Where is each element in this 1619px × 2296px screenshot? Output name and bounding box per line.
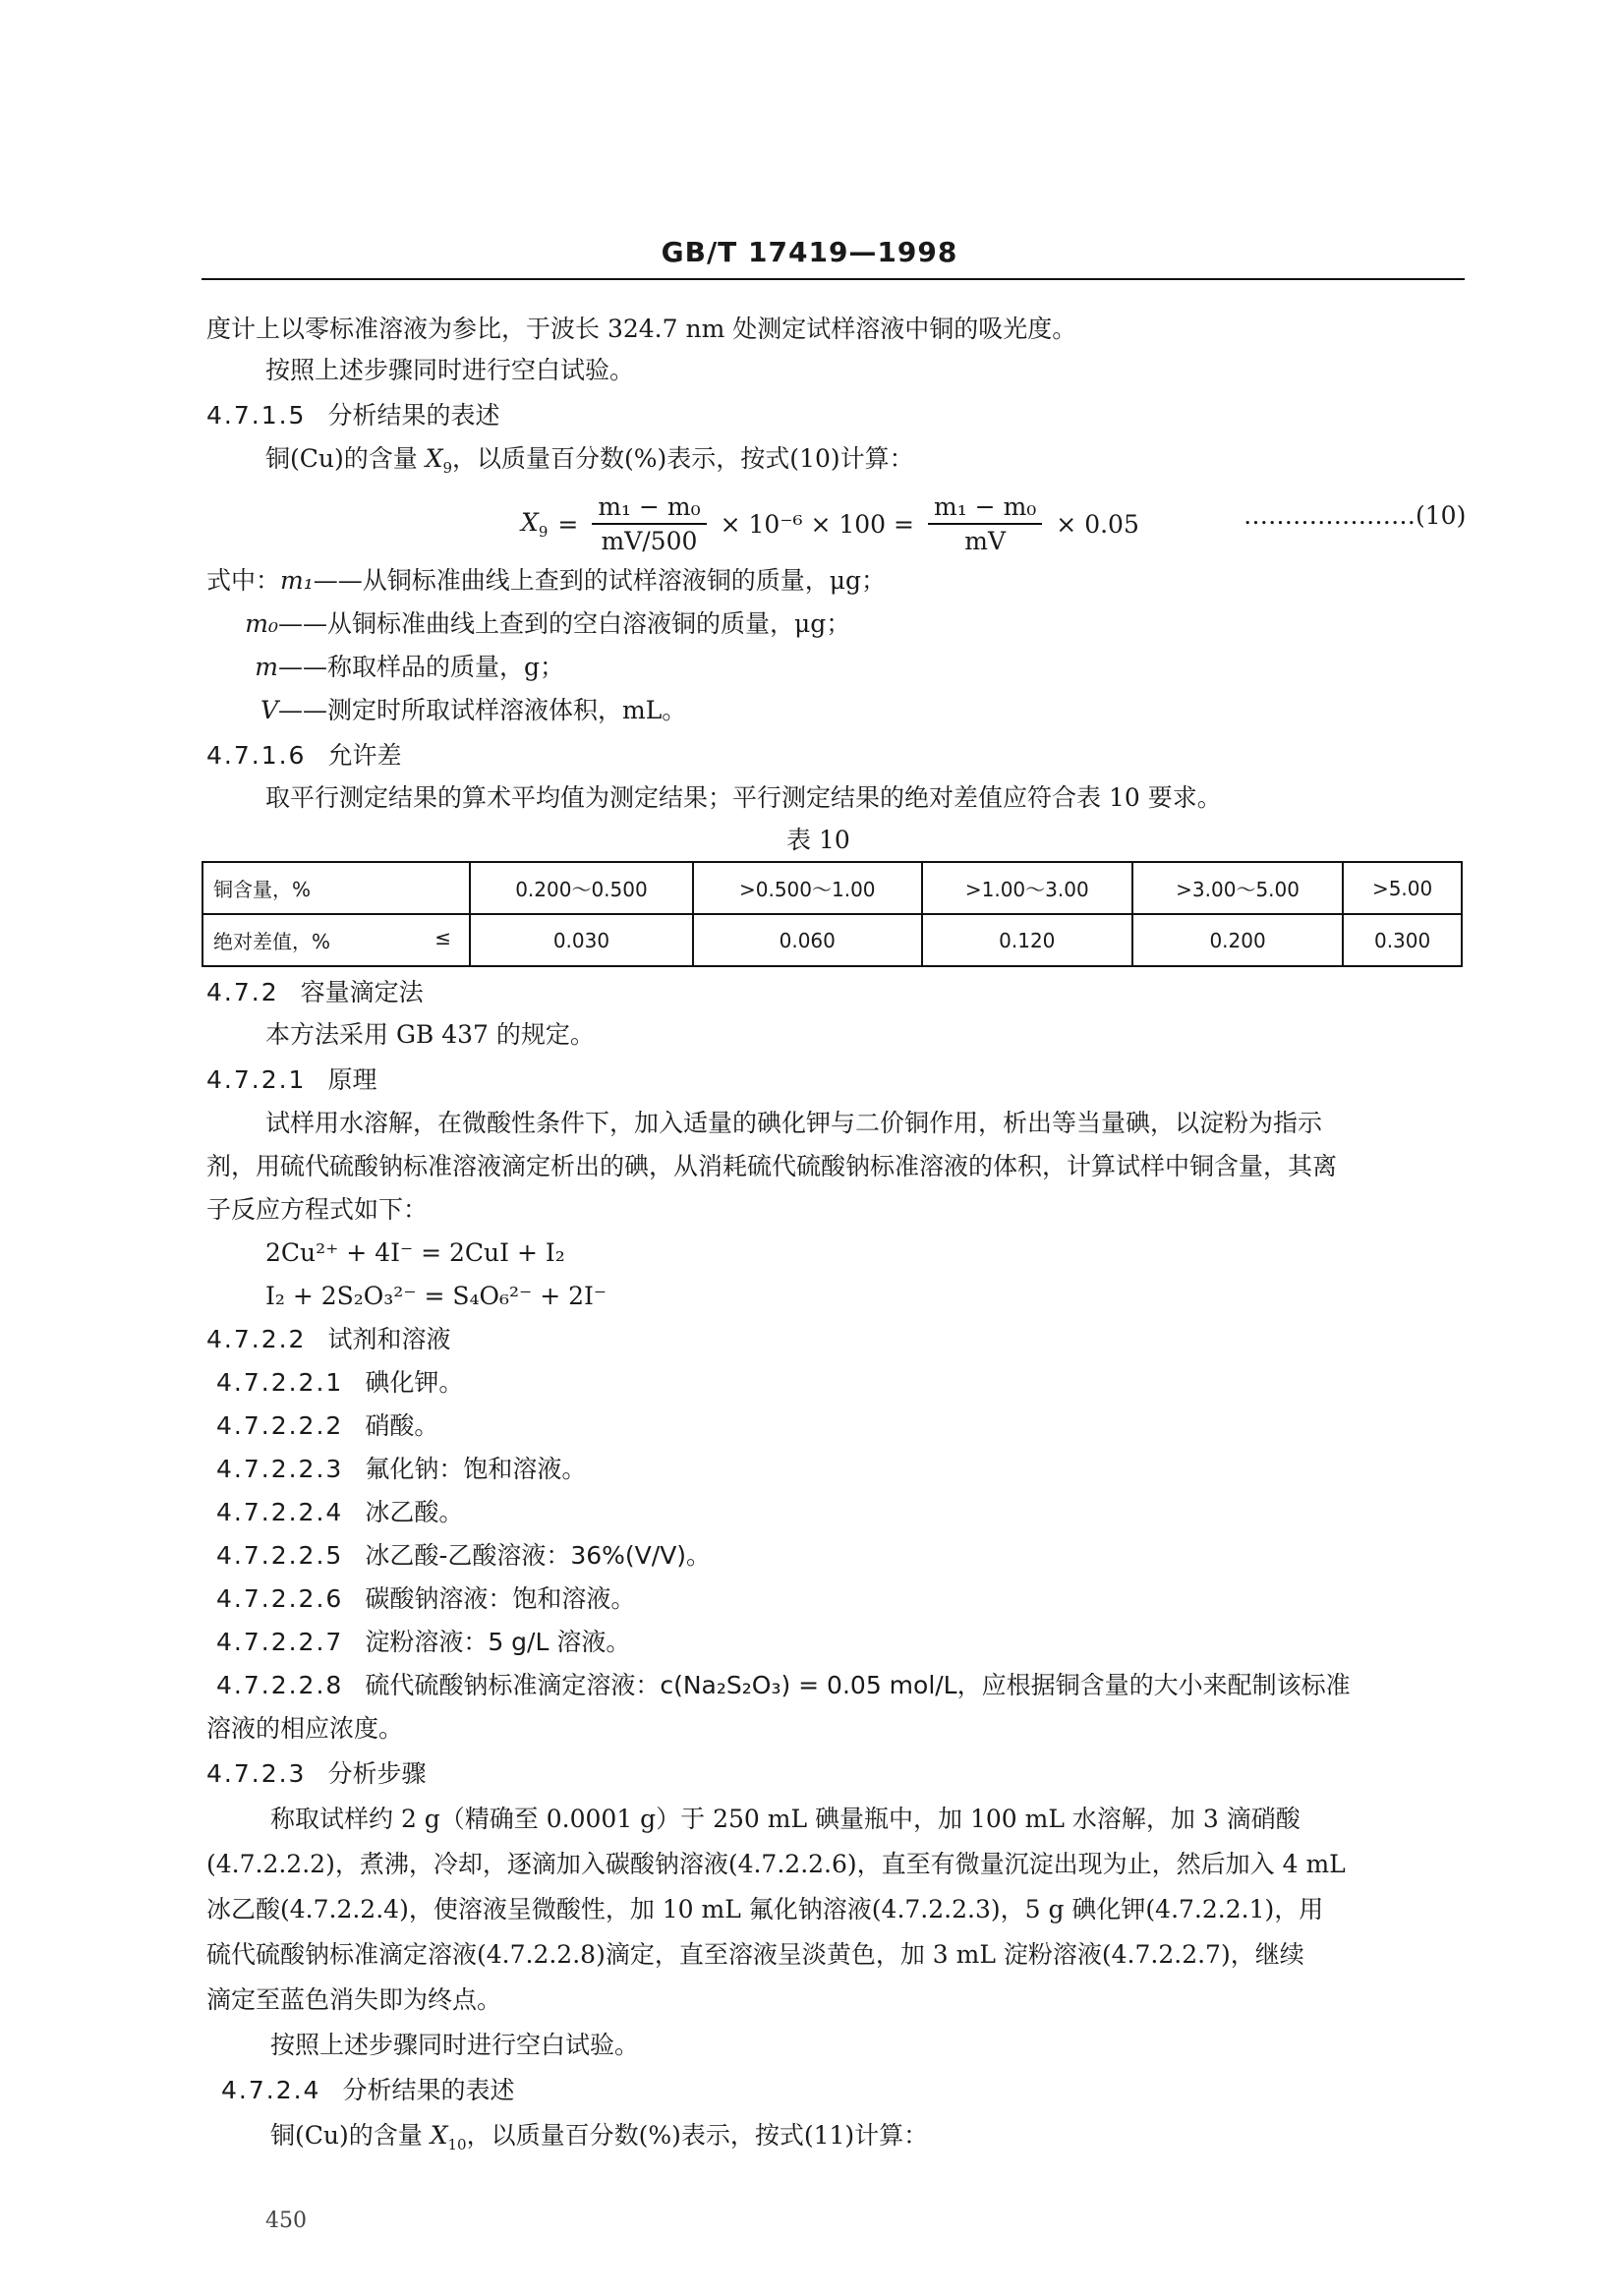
less-equal-symbol: ≤	[434, 926, 451, 949]
table-row	[202, 862, 1462, 914]
section-heading-4-7-2-2: 4.7.2.2 试剂和溶液	[206, 1325, 451, 1353]
table-10	[202, 861, 1463, 967]
reagent-item: 4.7.2.2.8 硫代硫酸钠标准滴定溶液：c(Na₂S₂O₃) = 0.05 mol/L，应根据铜含量的大小来配制该标准	[216, 1671, 1351, 1699]
paragraph-blank-test: 按照上述步骤同时进行空白试验。	[265, 356, 635, 384]
page-header-standard-number: GB/T 17419—1998	[661, 236, 958, 268]
definition-v: V——测定时所取试样溶液体积，mL。	[260, 696, 687, 724]
reaction-equation-2: I₂ + 2S₂O₃²⁻ = S₄O₆²⁻ + 2I⁻	[265, 1282, 607, 1310]
table-cell: 0.030	[470, 914, 693, 966]
procedure-line-5: 滴定至蓝色消失即为终点。	[206, 1985, 502, 2014]
table-cell: 0.300	[1343, 914, 1462, 966]
paragraph-absorbance: 度计上以零标准溶液为参比，于波长 324.7 nm 处测定试样溶液中铜的吸光度。	[206, 315, 1077, 343]
reaction-equation-1: 2Cu²⁺ + 4I⁻ = 2CuI + I₂	[265, 1238, 565, 1267]
reagent-item: 4.7.2.2.3 氟化钠：饱和溶液。	[216, 1455, 587, 1483]
section-heading-4-7-2: 4.7.2 容量滴定法	[206, 978, 424, 1006]
table-cell: >5.00	[1343, 862, 1462, 914]
procedure-line-2: (4.7.2.2.2)，煮沸，冷却，逐滴加入碳酸钠溶液(4.7.2.2.6)，直至有微量沉淀出现为止，然后加入 4 mL	[206, 1850, 1346, 1878]
reagent-item: 4.7.2.2.5 冰乙酸-乙酸溶液：36%(V/V)。	[216, 1541, 712, 1570]
procedure-line-4: 硫代硫酸钠标准滴定溶液(4.7.2.2.8)滴定，直至溶液呈淡黄色，加 3 mL 淀粉溶液(4.7.2.2.7)，继续	[206, 1940, 1304, 1969]
table-cell: 0.060	[693, 914, 922, 966]
reagent-item: 4.7.2.2.6 碳酸钠溶液：饱和溶液。	[216, 1584, 636, 1613]
section-heading-4-7-2-1: 4.7.2.1 原理	[206, 1065, 377, 1094]
section-number: 4.7.1.5	[206, 401, 307, 430]
principle-line-1: 试样用水溶解，在微酸性条件下，加入适量的碘化钾与二价铜作用，析出等当量碘，以淀粉为指示	[265, 1109, 1323, 1137]
table-caption: 表 10	[786, 826, 850, 854]
formula-10: $X_9$ = $\frac{\text{m₁ − m₀}}{mV/500}$ × 10⁻⁶ × 100 = $\frac{\text{m₁ − m₀}}{mV}$ × 0.05	[521, 491, 1139, 555]
reagent-item: 4.7.2.2.2 硝酸。	[216, 1411, 439, 1440]
header-rule	[202, 278, 1465, 280]
row-label-copper-content: 铜含量，%	[202, 862, 470, 914]
variable-x: X	[425, 444, 443, 473]
reagent-item: 4.7.2.2.1 碘化钾。	[216, 1368, 464, 1397]
calc-intro-x9: 铜(Cu)的含量 $X_9$，以质量百分数(%)表示，按式(10)计算：	[265, 444, 914, 477]
section-heading-4-7-1-5	[206, 399, 499, 432]
section-heading-4-7-2-3: 4.7.2.3 分析步骤	[206, 1759, 427, 1788]
procedure-line-1: 称取试样约 2 g（精确至 0.0001 g）于 250 mL 碘量瓶中，加 100 mL 水溶解，加 3 滴硝酸	[270, 1805, 1301, 1833]
reagent-8-continuation: 溶液的相应浓度。	[206, 1714, 404, 1743]
table-cell: 0.200	[1132, 914, 1343, 966]
fraction-2: $\frac{\text{m₁ − m₀}}{mV}$	[928, 492, 1042, 556]
equation-number-10: …………………(10)	[1243, 501, 1467, 530]
reagent-item: 4.7.2.2.7 淀粉溶液：5 g/L 溶液。	[216, 1628, 631, 1656]
principle-line-3: 子反应方程式如下：	[206, 1195, 429, 1224]
table-cell: 0.120	[922, 914, 1132, 966]
definition-m: m——称取样品的质量，g；	[255, 653, 565, 681]
definition-m0: m₀——从铜标准曲线上查到的空白溶液铜的质量，μg；	[245, 609, 851, 638]
procedure-blank-test: 按照上述步骤同时进行空白试验。	[270, 2031, 640, 2059]
table-cell: 0.200～0.500	[470, 862, 693, 914]
page-number: 450	[265, 2209, 307, 2233]
variable-x: X	[430, 2121, 448, 2150]
table-row	[202, 914, 1462, 966]
section-title: 分析结果的表述	[327, 401, 500, 430]
table-cell: >3.00～5.00	[1132, 862, 1343, 914]
paragraph-tolerance: 取平行测定结果的算术平均值为测定结果；平行测定结果的绝对差值应符合表 10 要求。	[265, 783, 1222, 812]
definition-m1: 式中：m₁——从铜标准曲线上查到的试样溶液铜的质量，μg；	[206, 566, 887, 595]
fraction-1: $\frac{\text{m₁ − m₀}}{mV/500}$	[592, 492, 706, 556]
section-heading-4-7-1-6: 4.7.1.6 允许差	[206, 741, 402, 770]
principle-line-2: 剂，用硫代硫酸钠标准溶液滴定析出的碘，从消耗硫代硫酸钠标准溶液的体积，计算试样中铜含量，其离	[206, 1152, 1338, 1180]
table-cell: >0.500～1.00	[693, 862, 922, 914]
table-cell: >1.00～3.00	[922, 862, 1132, 914]
section-heading-4-7-2-4: 4.7.2.4 分析结果的表述	[221, 2076, 515, 2104]
calc-intro-x10: 铜(Cu)的含量 $X_{10}$，以质量百分数(%)表示，按式(11)计算：	[270, 2121, 929, 2153]
paragraph-method: 本方法采用 GB 437 的规定。	[265, 1020, 595, 1049]
procedure-line-3: 冰乙酸(4.7.2.2.4)，使溶液呈微酸性，加 10 mL 氟化钠溶液(4.7.2.2.3)，5 g 碘化钾(4.7.2.2.1)，用	[206, 1895, 1324, 1923]
reagent-item: 4.7.2.2.4 冰乙酸。	[216, 1498, 464, 1526]
row-label-absolute-difference: 绝对差值，% ≤	[202, 914, 470, 966]
